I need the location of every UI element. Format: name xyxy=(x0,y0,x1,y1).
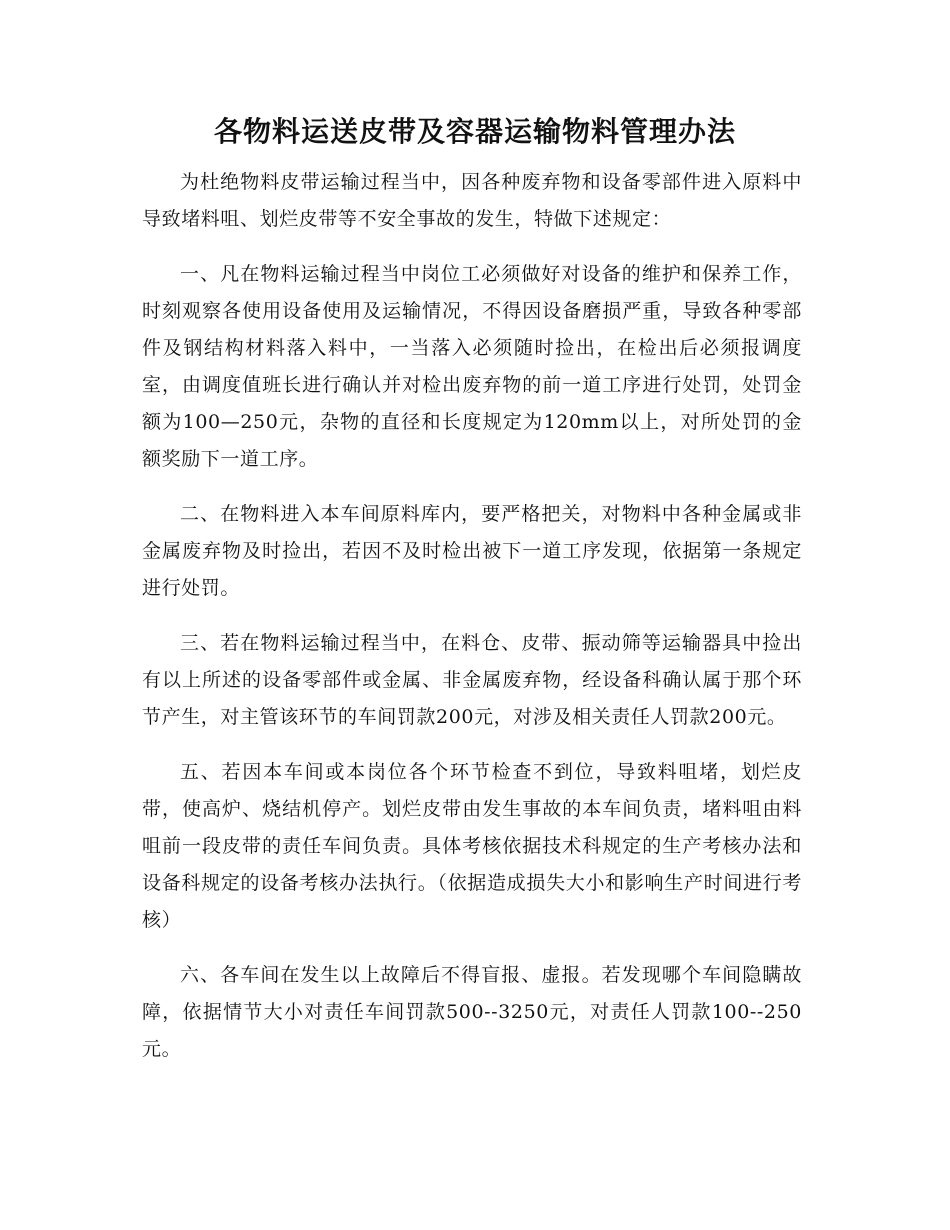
paragraph-intro: 为杜绝物料皮带运输过程当中，因各种废弃物和设备零部件进入原料中导致堵料咀、划烂皮带等不安全事故的发生，特做下述规定： xyxy=(142,171,802,230)
paragraph-rule-5: 五、若因本车间或本岗位各个环节检查不到位，导致料咀堵，划烂皮带，使高炉、烧结机停产。划烂皮带由发生事故的本车间负责，堵料咀由料咀前一段皮带的责任车间负责。具体考核依据技术科规定的生产考核办法和设备科规定的设备考核办法执行。（依据造成损失大小和影响生产时间进行考核） xyxy=(142,761,802,931)
paragraph-rule-1: 一、凡在物料运输过程当中岗位工必须做好对设备的维护和保养工作，时刻观察各使用设备使用及运输情况，不得因设备磨损严重，导致各种零部件及钢结构材料落入料中，一当落入必须随时捡出，在检出后必须报调度室，由调度值班长进行确认并对检出废弃物的前一道工序进行处罚，处罚金额为100—250元，杂物的直径和长度规定为120mm以上，对所处罚的金额奖励下一道工序。 xyxy=(142,263,802,470)
document-title: 各物料运送皮带及容器运输物料管理办法 xyxy=(213,115,736,148)
paragraph-rule-2: 二、在物料进入本车间原料库内，要严格把关，对物料中各种金属或非金属废弃物及时捡出，若因不及时检出被下一道工序发现，依据第一条规定进行处罚。 xyxy=(142,503,802,599)
paragraph-rule-3: 三、若在物料运输过程当中，在料仓、皮带、振动筛等运输器具中捡出有以上所述的设备零部件或金属、非金属废弃物，经设备科确认属于那个环节产生，对主管该环节的车间罚款200元，对涉及相关责任人罚款200元。 xyxy=(142,632,802,728)
paragraph-rule-6: 六、各车间在发生以上故障后不得盲报、虚报。若发现哪个车间隐瞒故障，依据情节大小对责任车间罚款500--3250元，对责任人罚款100--250元。 xyxy=(142,964,802,1060)
document-body xyxy=(142,164,802,1086)
